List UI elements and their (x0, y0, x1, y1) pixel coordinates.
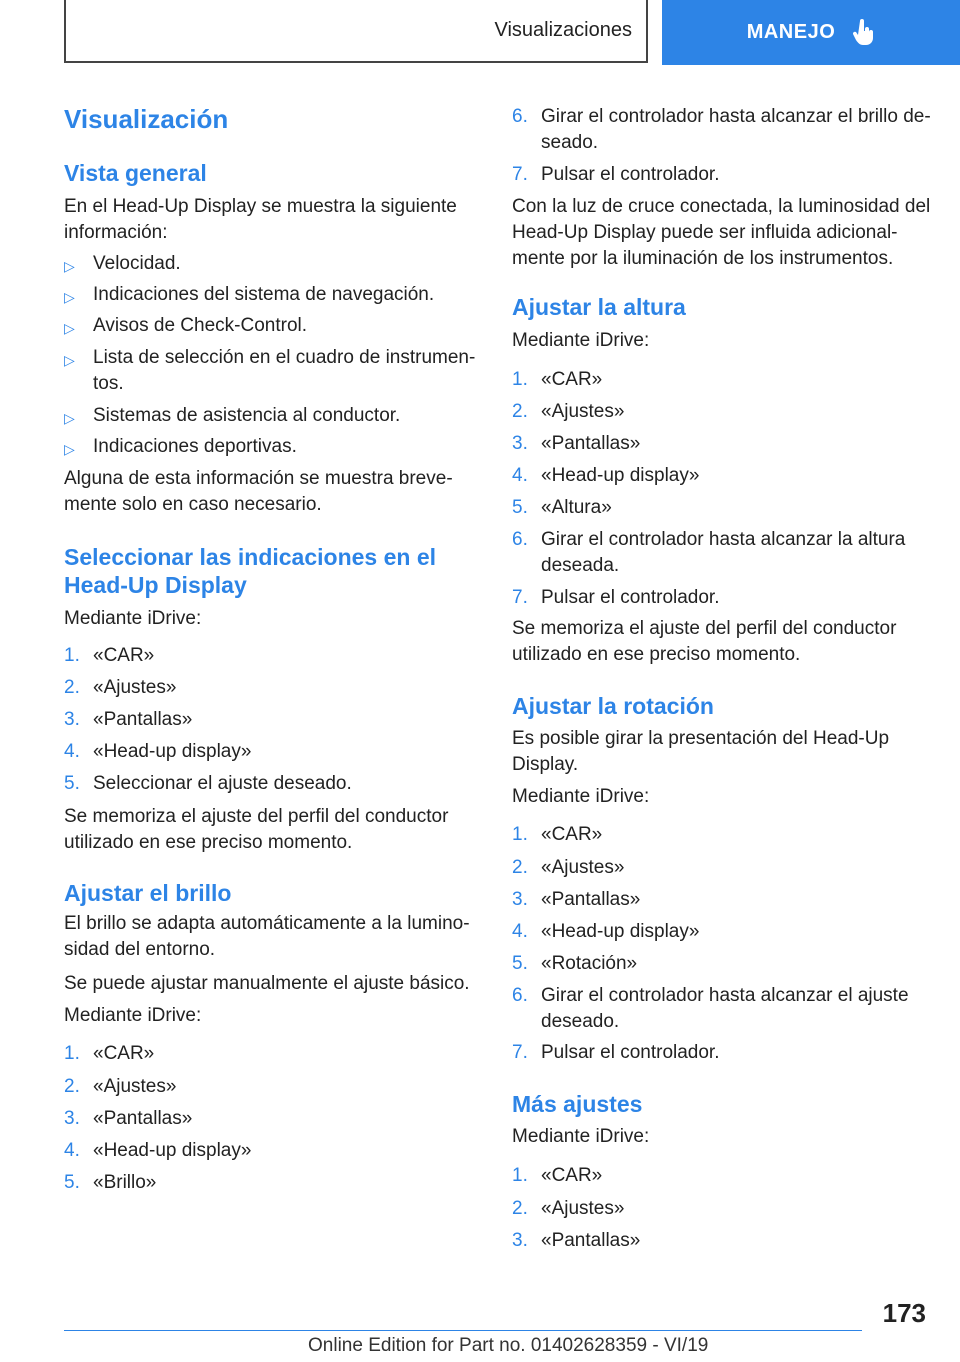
list-item: 1. «CAR» (512, 822, 932, 848)
step-number: 7. (512, 1042, 528, 1063)
step-number: 2. (64, 677, 80, 698)
step-number: 5. (64, 773, 80, 794)
step-number: 4. (64, 1140, 80, 1161)
step-number: 4. (512, 921, 528, 942)
chapter-tab[interactable] (662, 0, 960, 65)
paragraph: Mediante iDrive: (512, 330, 650, 351)
list-item: 2. «Ajustes» (512, 1196, 932, 1222)
paragraph: Alguna de esta información se muestra breve‐ mente solo en caso necesario. (64, 468, 453, 515)
list-item: 3. «Pantallas» (64, 707, 484, 733)
step-number: 2. (64, 1076, 80, 1097)
list-item: ▷ Avisos de Check-Control. (64, 313, 484, 339)
list-item: 6. Girar el controlador hasta alcanzar el brillo de‐ seado. (512, 106, 931, 153)
step-number: 4. (512, 465, 528, 486)
triangle-bullet-icon: ▷ (64, 289, 75, 305)
step-number: 7. (512, 587, 528, 608)
step-number: 3. (512, 1230, 528, 1251)
step-number: 4. (64, 741, 80, 762)
triangle-bullet-icon: ▷ (64, 320, 75, 336)
list-item: 1. «CAR» (512, 367, 932, 393)
paragraph: Con la luz de cruce conectada, la luminosidad del Head-Up Display puede ser influida adicional‐ mente por la iluminación de los instrumentos. (512, 196, 931, 269)
heading-height: Ajustar la altura (512, 294, 686, 320)
step-number: 2. (512, 1198, 528, 1219)
list-item: 1. «CAR» (512, 1163, 932, 1189)
step-number: 3. (64, 1108, 80, 1129)
paragraph: Mediante iDrive: (64, 608, 202, 629)
step-number: 2. (512, 857, 528, 878)
list-item: ▷ Velocidad. (64, 251, 484, 277)
list-item: 3. «Pantallas» (64, 1106, 484, 1132)
heading-select: Seleccionar las indicaciones en el Head-Up Display (64, 544, 437, 598)
list-item: 3. «Pantallas» (512, 887, 932, 913)
paragraph: Se memoriza el ajuste del perfil del conductor utilizado en ese preciso momento. (64, 806, 449, 853)
paragraph: El brillo se adapta automáticamente a la lumino‐ sidad del entorno. (64, 913, 470, 960)
triangle-bullet-icon: ▷ (64, 352, 75, 368)
step-number: 6. (512, 529, 528, 550)
list-item: 2. «Ajustes» (512, 855, 932, 881)
list-item: 7. Pulsar el controlador. (512, 162, 932, 188)
step-number: 3. (64, 709, 80, 730)
step-number: 1. (64, 1043, 80, 1064)
step-number: 1. (512, 1165, 528, 1186)
step-number: 5. (512, 953, 528, 974)
hand-pointer-icon (853, 19, 875, 47)
triangle-bullet-icon: ▷ (64, 258, 75, 274)
list-item: ▷ Indicaciones deportivas. (64, 434, 484, 460)
list-item: 2. «Ajustes» (64, 1074, 484, 1100)
heading-more: Más ajustes (512, 1091, 643, 1117)
paragraph: Se memoriza el ajuste del perfil del conductor utilizado en ese preciso momento. (512, 618, 897, 665)
step-number: 7. (512, 164, 528, 185)
list-item: 5. «Brillo» (64, 1170, 484, 1196)
list-item: 6. Girar el controlador hasta alcanzar el ajuste deseado. (512, 985, 909, 1032)
step-number: 1. (512, 824, 528, 845)
chapter-label: MANEJO (746, 21, 836, 43)
paragraph: Mediante iDrive: (512, 786, 650, 807)
list-item: 4. «Head-up display» (64, 1138, 484, 1164)
step-number: 6. (512, 106, 528, 127)
list-item: ▷ Lista de selección en el cuadro de instrumen‐ tos. (64, 347, 476, 394)
step-number: 5. (64, 1172, 80, 1193)
step-number: 3. (512, 889, 528, 910)
heading-rotation: Ajustar la rotación (512, 693, 714, 719)
list-item: 4. «Head-up display» (64, 739, 484, 765)
list-item: 3. «Pantallas» (512, 1228, 932, 1254)
list-item: 3. «Pantallas» (512, 431, 932, 457)
list-item: ▷ Indicaciones del sistema de navegación. (64, 282, 484, 308)
paragraph: Mediante iDrive: (64, 1005, 202, 1026)
header-section-title (64, 0, 648, 63)
list-item: 2. «Ajustes» (512, 399, 932, 425)
list-item: 5. Seleccionar el ajuste deseado. (64, 771, 484, 797)
list-item: 1. «CAR» (64, 643, 484, 669)
step-number: 3. (512, 433, 528, 454)
list-item: ▷ Sistemas de asistencia al conductor. (64, 403, 484, 429)
triangle-bullet-icon: ▷ (64, 441, 75, 457)
list-item: 7. Pulsar el controlador. (512, 1040, 932, 1066)
triangle-bullet-icon: ▷ (64, 410, 75, 426)
list-item: 1. «CAR» (64, 1041, 484, 1067)
page-title: Visualización (64, 104, 229, 134)
footer-edition: Online Edition for Part no. 01402628359 - VI/19 (308, 1335, 709, 1356)
list-item: 6. Girar el controlador hasta alcanzar la altura deseada. (512, 529, 906, 576)
list-item: 4. «Head-up display» (512, 919, 932, 945)
heading-overview: Vista general (64, 160, 207, 186)
paragraph: Mediante iDrive: (512, 1126, 650, 1147)
list-item: 5. «Rotación» (512, 951, 932, 977)
section-title: Visualizaciones (494, 19, 632, 41)
page-number: 173 (882, 1298, 926, 1328)
paragraph: Se puede ajustar manualmente el ajuste básico. (64, 973, 470, 994)
step-number: 6. (512, 985, 528, 1006)
step-number: 1. (64, 645, 80, 666)
paragraph: Es posible girar la presentación del Head-Up Display. (512, 728, 890, 775)
heading-brightness: Ajustar el brillo (64, 880, 232, 906)
paragraph: En el Head-Up Display se muestra la siguiente información: (64, 196, 457, 243)
list-item: 4. «Head-up display» (512, 463, 932, 489)
list-item: 7. Pulsar el controlador. (512, 585, 932, 611)
list-item: 2. «Ajustes» (64, 675, 484, 701)
step-number: 5. (512, 497, 528, 518)
step-number: 1. (512, 369, 528, 390)
footer-divider (64, 1330, 862, 1331)
list-item: 5. «Altura» (512, 495, 932, 521)
step-number: 2. (512, 401, 528, 422)
